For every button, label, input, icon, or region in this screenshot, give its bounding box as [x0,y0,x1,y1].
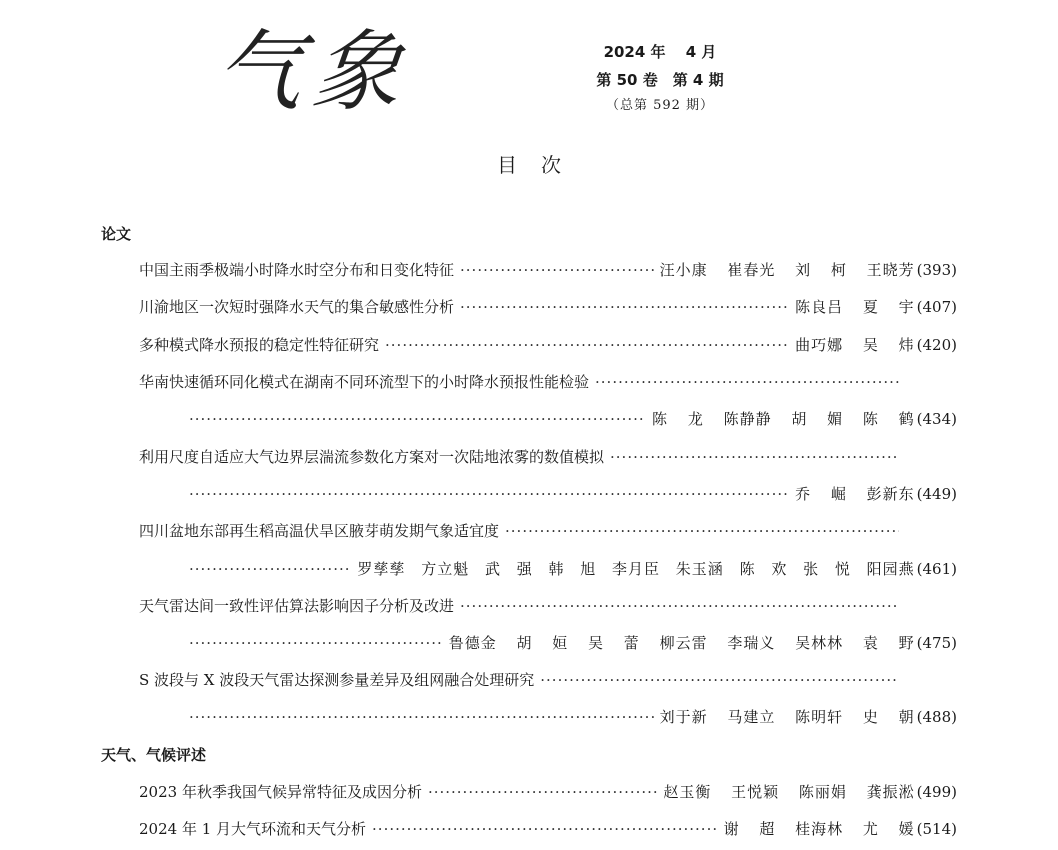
leader-dots [189,556,351,582]
leader-dots [428,779,657,805]
entry-authors: 乔 崛 彭新东 [795,485,915,503]
entry-authors: 鲁德金 胡 姮 吴 蕾 柳云雷 李瑞义 吴林林 袁 野 [448,634,915,652]
entry-page: (461) [916,560,957,578]
entry-page: (488) [916,708,957,726]
entry-title: 天气雷达间一致性评估算法影响因子分析及改进 [139,597,455,615]
entry-authors: 陈良吕 夏 宇 [795,298,915,316]
entry-authors: 罗孳孳 方立魁 武 强 韩 旭 李月臣 朱玉涵 陈 欢 张 悦 阳园燕 [357,560,915,578]
leader-dots [189,630,443,656]
toc-entry-line2[interactable] [189,481,957,507]
leader-dots [385,332,789,358]
toc-entry-line1[interactable] [139,667,905,693]
leader-dots [189,481,789,507]
toc-entry[interactable] [139,816,957,842]
leader-dots [595,369,899,395]
entry-page: (434) [916,410,957,428]
entry-title: S 波段与 X 波段天气雷达探测参量差异及组网融合处理研究 [139,671,535,689]
journal-logo-text: 气象 [209,20,417,123]
issue-volume: 第 50 卷 第 4 期 [596,71,724,89]
entry-authors: 赵玉衡 王悦颖 陈丽娟 龚振淞 [663,783,915,801]
toc-entry[interactable] [139,257,957,283]
entry-authors: 刘于新 马建立 陈明轩 史 朝 [659,708,915,726]
entry-page: (499) [916,783,957,801]
leader-dots [460,257,654,283]
entry-title: 利用尺度自适应大气边界层湍流参数化方案对一次陆地浓雾的数值模拟 [139,448,605,466]
leader-dots [372,816,718,842]
entry-title: 2023 年秋季我国气候异常特征及成因分析 [139,783,422,801]
entry-title: 中国主雨季极端小时降水时空分布和日变化特征 [139,261,455,279]
journal-logo [209,18,417,126]
leader-dots [505,518,899,544]
entry-page: (393) [916,261,957,279]
entry-title: 川渝地区一次短时强降水天气的集合敏感性分析 [139,298,455,316]
issue-info [580,38,740,118]
entry-page: (420) [916,336,957,354]
toc-entry-line1[interactable] [139,369,905,395]
toc-entry-line2[interactable] [189,556,957,582]
leader-dots [540,667,899,693]
toc-entry-line2[interactable] [189,704,957,730]
toc-title: 目次 [497,153,585,177]
toc-entry-line2[interactable] [189,406,957,432]
entry-page: (514) [916,820,957,838]
entry-authors: 曲巧娜 吴 炜 [795,336,915,354]
issue-total: （总第 592 期） [605,98,715,113]
toc-entry-line1[interactable] [139,593,905,619]
leader-dots [460,593,899,619]
section-title: 天气、气候评述 [101,746,207,764]
entry-page: (449) [916,485,957,503]
entry-authors: 谢 超 桂海林 尤 媛 [723,820,915,838]
entry-page: (475) [916,634,957,652]
entry-authors: 汪小康 崔春光 刘 柯 王晓芳 [659,261,915,279]
leader-dots [189,704,654,730]
entry-title: 华南快速循环同化模式在湖南不同环流型下的小时降水预报性能检验 [139,373,590,391]
section-title: 论文 [101,225,132,243]
leader-dots [189,406,646,432]
toc-entry[interactable] [139,332,957,358]
toc-entry[interactable] [139,779,957,805]
toc-entry-line1[interactable] [139,518,905,544]
entry-title: 2024 年 1 月大气环流和天气分析 [139,820,367,838]
entry-title: 多种模式降水预报的稳定性特征研究 [139,336,380,354]
issue-date: 2024 年 4 月 [603,43,717,61]
entry-page: (407) [916,298,957,316]
entry-authors: 陈 龙 陈静静 胡 媚 陈 鹤 [652,410,915,428]
leader-dots [460,294,789,320]
toc-entry[interactable] [139,294,957,320]
entry-title: 四川盆地东部再生稻高温伏旱区腋芽萌发期气象适宜度 [139,522,500,540]
toc-entry-line1[interactable] [139,444,905,470]
toc-entry-line2[interactable] [189,630,957,656]
leader-dots [610,444,899,470]
